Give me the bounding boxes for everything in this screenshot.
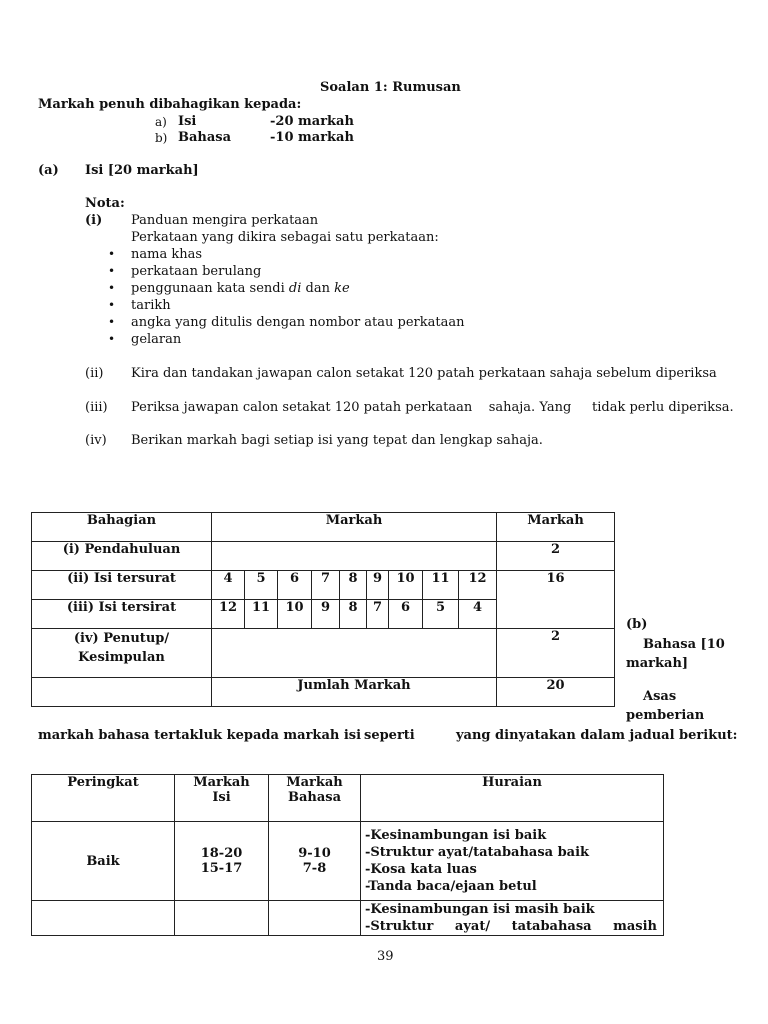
huraian-line-justified [365, 918, 663, 935]
empty-cell [269, 901, 361, 936]
header-bahagian: Bahagian [32, 513, 212, 542]
row-label-line: (iv) Penutup/ [73, 631, 170, 646]
mark-cell: 12 [212, 600, 245, 629]
mark-cell: 10 [389, 571, 423, 600]
intro-line: Markah penuh dibahagikan kepada: [38, 97, 302, 112]
header-line: Markah [193, 775, 250, 790]
header-markah-total: Markah [497, 513, 615, 542]
bullet-icon: • [108, 247, 116, 261]
mark-cell: 11 [423, 571, 459, 600]
bullet-item: nama khas [131, 247, 203, 262]
mark-cell: 11 [245, 600, 278, 629]
intro-marker-a: a) [155, 115, 167, 129]
section-b-line4: pemberian [626, 708, 705, 723]
intro-item-isi: Isi [178, 114, 197, 129]
header-markah-isi [175, 775, 269, 822]
mark-cell: 5 [245, 571, 278, 600]
row-label: (ii) Isi tersurat [32, 571, 212, 600]
mark-cell: 6 [389, 600, 423, 629]
huraian-cell [361, 822, 664, 901]
markah-bahasa-cell [269, 822, 361, 901]
row-total: 2 [497, 629, 615, 678]
bullet-item: perkataan berulang [131, 264, 262, 279]
bullet-text-italic: ke [334, 281, 350, 296]
empty-cell [32, 901, 175, 936]
jumlah-label: Jumlah Markah [212, 678, 497, 707]
nota-ii-text: Kira dan tandakan jawapan calon setakat 120 patah perkataan sahaja sebelum diperiksa [131, 366, 717, 381]
mark-cell: 5 [423, 600, 459, 629]
huraian-line: -Kesinambungan isi masih baik [365, 902, 595, 917]
markah-isi-cell [175, 822, 269, 901]
table-row [32, 822, 664, 901]
bullet-icon: • [108, 315, 116, 329]
range-line: 18-20 [200, 846, 243, 861]
section-b-cont-1: markah bahasa tertakluk kepada markah isi [38, 728, 362, 743]
mark-cell: 10 [278, 600, 312, 629]
table-header-row [32, 513, 615, 542]
bullet-icon: • [108, 264, 116, 278]
table-row [32, 542, 615, 571]
bullet-item-kata-sendi [131, 281, 350, 296]
nota-i-line1: Panduan mengira perkataan [131, 213, 319, 228]
mark-cell: 8 [340, 571, 367, 600]
table-row [32, 901, 664, 936]
mark-cell: 7 [312, 571, 340, 600]
header-line: Isi [212, 790, 231, 805]
mark-cell: 4 [212, 571, 245, 600]
section-b-cont-3: yang dinyatakan dalam jadual berikut: [456, 728, 738, 743]
huraian-line: -Kosa kata luas [365, 862, 477, 877]
row-label-line: Kesimpulan [78, 650, 165, 665]
bullet-text-italic: di [288, 281, 302, 296]
empty-cell [32, 678, 212, 707]
range-line: 15-17 [200, 861, 243, 876]
mark-cell: 9 [312, 600, 340, 629]
row-total: 2 [497, 542, 615, 571]
intro-item-bahasa: Bahasa [178, 130, 232, 145]
bullet-item: angka yang ditulis dengan nombor atau perkataan [131, 315, 465, 330]
header-peringkat: Peringkat [32, 775, 175, 822]
row-label [32, 629, 212, 678]
bahasa-marks-table [31, 774, 664, 936]
header-huraian: Huraian [361, 775, 664, 822]
section-a-marker: (a) [38, 163, 59, 178]
mark-cell: 12 [459, 571, 497, 600]
mark-cell: 8 [340, 600, 367, 629]
section-b-marker: (b) [626, 617, 648, 632]
nota-ii-marker: (ii) [85, 366, 104, 381]
mark-cell: 7 [367, 600, 389, 629]
row-label: (i) Pendahuluan [32, 542, 212, 571]
table-row [32, 571, 615, 600]
section-b-cont-2: seperti [364, 728, 415, 743]
mark-cell: 6 [278, 571, 312, 600]
huraian-line: -Kesinambungan isi baik [365, 828, 547, 843]
bullet-icon: • [108, 281, 116, 295]
huraian-word: tatabahasa [511, 919, 592, 934]
nota-iii-marker: (iii) [85, 400, 108, 415]
nota-i-marker: (i) [85, 213, 103, 228]
isi-marks-table [31, 512, 615, 707]
page-number: 39 [377, 949, 394, 964]
huraian-word: ayat/ [454, 919, 491, 934]
mark-cell: 4 [459, 600, 497, 629]
range-line: 7-8 [302, 861, 327, 876]
intro-value-bahasa: -10 markah [270, 130, 354, 145]
section-a-heading: Isi [20 markah] [85, 163, 199, 178]
nota-iv-text: Berikan markah bagi setiap isi yang tepat dan lengkap sahaja. [131, 433, 543, 448]
nota-label: Nota: [85, 196, 125, 211]
range-line: 9-10 [298, 846, 331, 861]
peringkat-cell: Baik [32, 822, 175, 901]
huraian-word: -Struktur [365, 919, 434, 934]
bullet-item: gelaran [131, 332, 182, 347]
huraian-line: -Tanda baca/ejaan betul [365, 879, 537, 894]
intro-value-isi: -20 markah [270, 114, 354, 129]
bullet-text: penggunaan kata sendi [131, 281, 289, 296]
header-line: Markah [286, 775, 343, 790]
section-b-line1: Bahasa [10 [643, 637, 725, 652]
empty-cell [212, 629, 497, 678]
page-title: Soalan 1: Rumusan [320, 80, 461, 95]
table-row [32, 629, 615, 678]
table-header-row [32, 775, 664, 822]
nota-i-line2: Perkataan yang dikira sebagai satu perkataan: [131, 230, 439, 245]
huraian-word: masih [613, 919, 657, 934]
huraian-line: -Struktur ayat/tatabahasa baik [365, 845, 590, 860]
nota-iii-text: Periksa jawapan calon setakat 120 patah perkataan sahaja. Yang tidak perlu diperiksa. [131, 400, 734, 415]
nota-iv-marker: (iv) [85, 433, 107, 448]
jumlah-total: 20 [497, 678, 615, 707]
section-b-line3: Asas [643, 689, 677, 704]
mark-cell: 9 [367, 571, 389, 600]
header-markah-bahasa [269, 775, 361, 822]
row-total: 16 [497, 571, 615, 629]
header-markah: Markah [212, 513, 497, 542]
empty-cell [175, 901, 269, 936]
table-row [32, 678, 615, 707]
bullet-icon: • [108, 298, 116, 312]
bullet-item: tarikh [131, 298, 171, 313]
header-line: Bahasa [287, 790, 342, 805]
bullet-text: dan [301, 281, 335, 296]
intro-marker-b: b) [155, 131, 168, 145]
bullet-icon: • [108, 332, 116, 346]
row-label: (iii) Isi tersirat [32, 600, 212, 629]
empty-cell [212, 542, 497, 571]
huraian-cell [361, 901, 664, 936]
section-b-line2: markah] [626, 656, 689, 671]
